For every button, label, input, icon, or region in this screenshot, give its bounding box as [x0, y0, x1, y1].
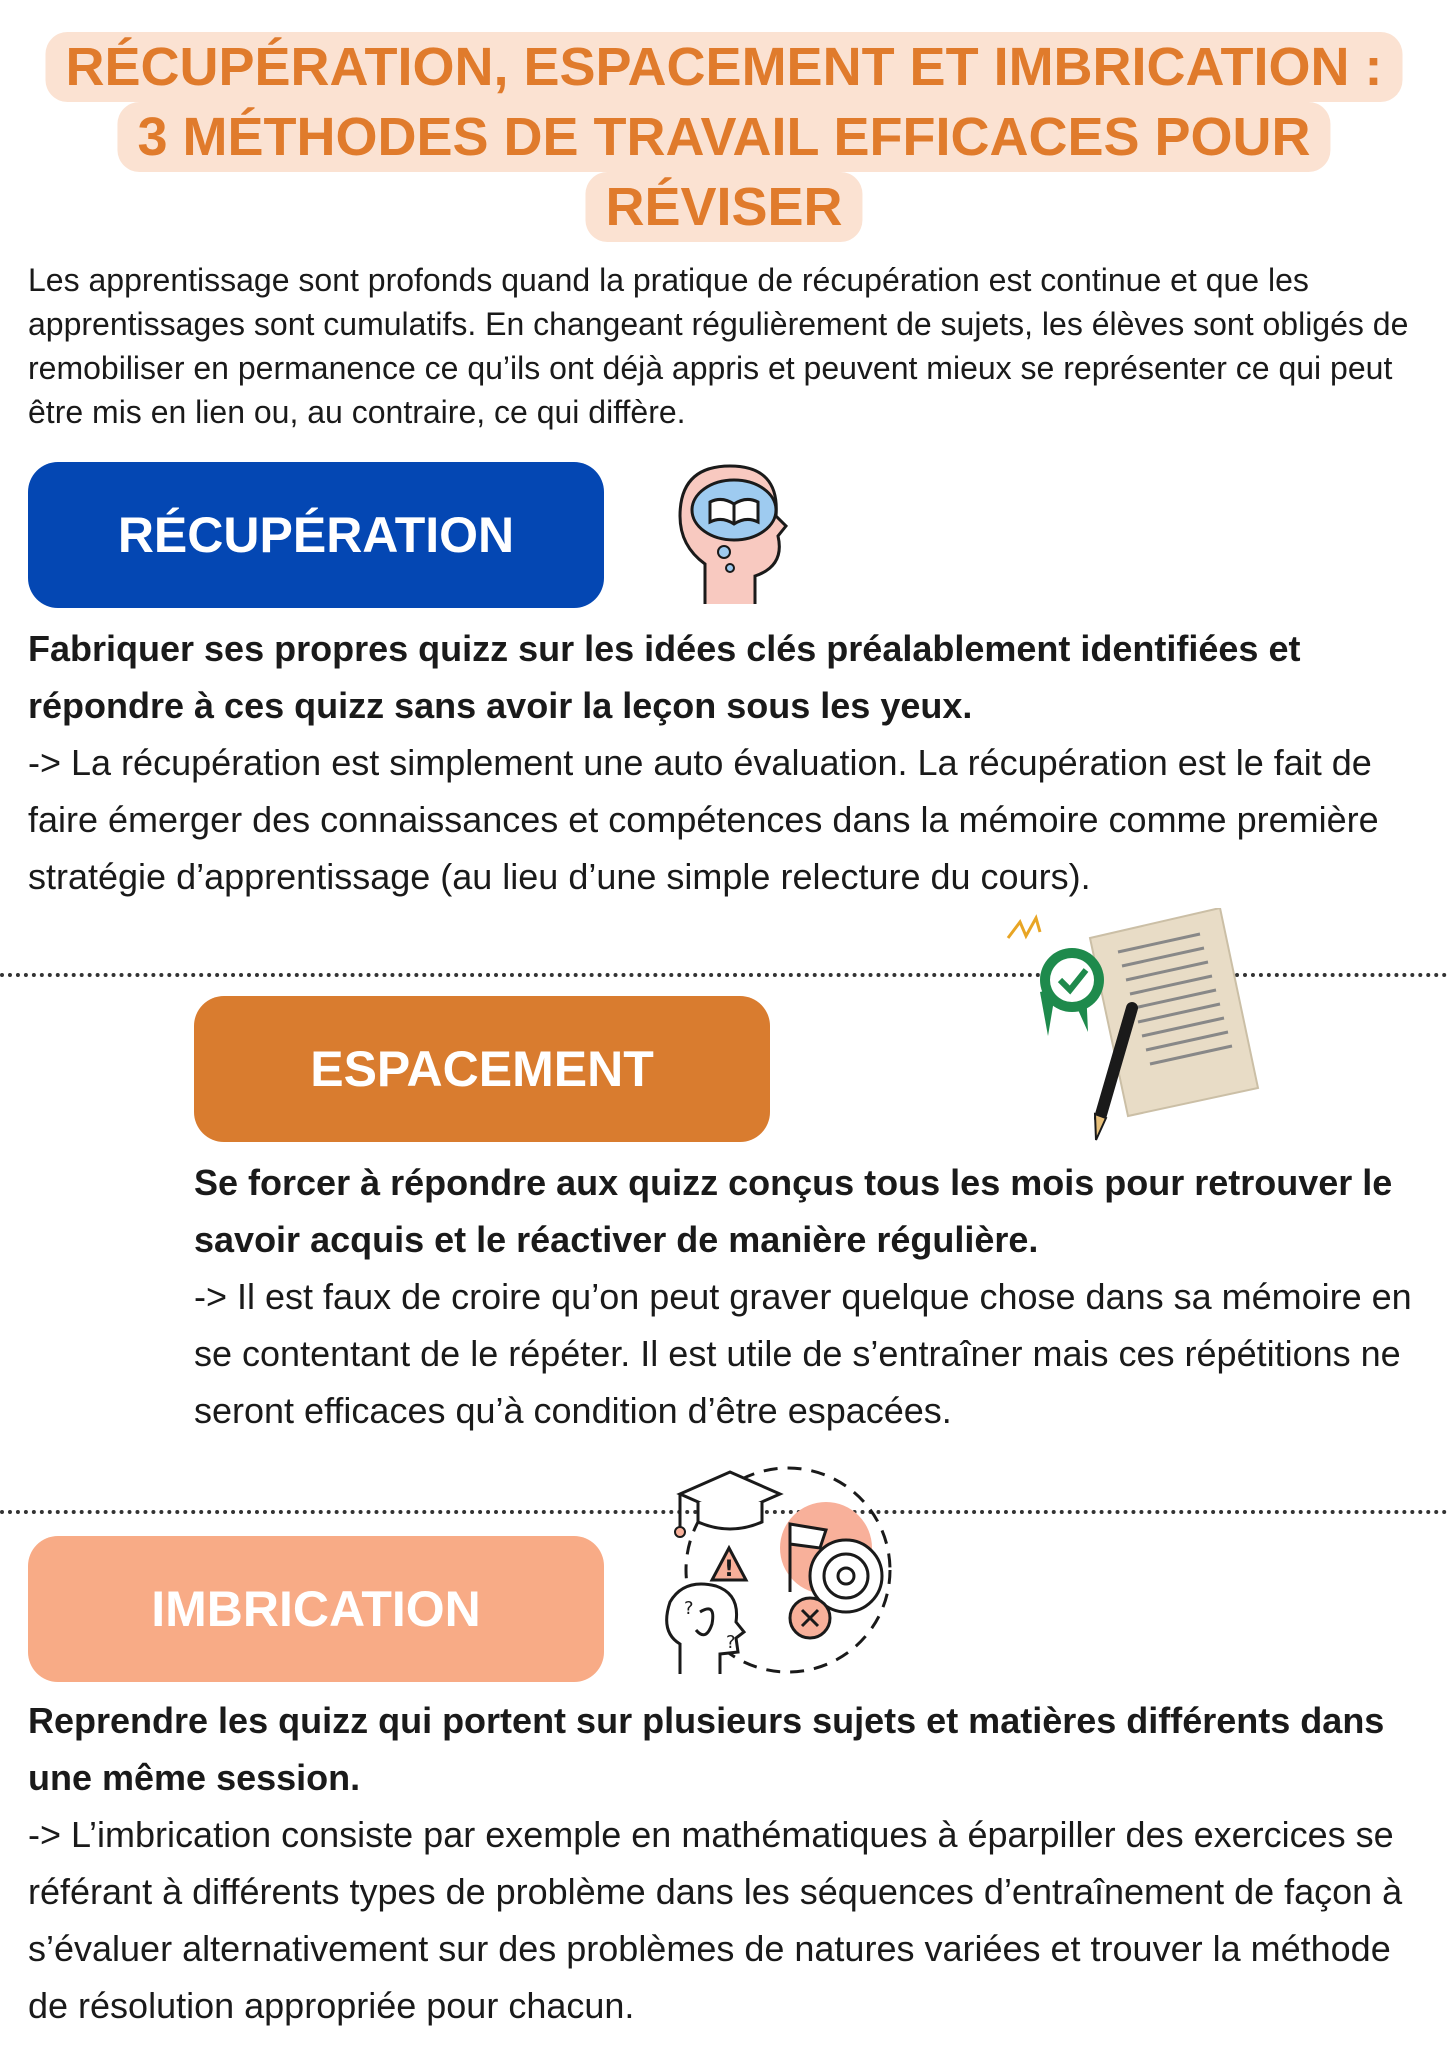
espacement-heading: ESPACEMENT	[194, 996, 770, 1142]
certificate-pen-icon	[1000, 908, 1270, 1148]
title-line-3: RÉVISER	[585, 172, 862, 242]
learning-challenges-icon	[640, 1452, 900, 1692]
espacement-text	[194, 1154, 1434, 1439]
imbrication-text	[28, 1692, 1438, 2034]
svg-text:?: ?	[684, 1598, 694, 1619]
imbrication-body: -> L’imbrication consiste par exemple en mathématiques à éparpiller des exercices se référant à différents types de problème dans les séquences d’entraînement de façon à s’évaluer alternativement sur des problèmes de natures variées et trouver la méthode de résolution appropriée pour chacun.	[28, 1814, 1403, 2026]
brain-book-icon	[660, 456, 800, 616]
recuperation-body: -> La récupération est simplement une auto évaluation. La récupération est le fait de faire émerger des connaissances et compétences dans la mémoire comme première stratégie d’apprentissage (au lieu d’une simple relecture du cours).	[28, 742, 1379, 897]
espacement-body: -> Il est faux de croire qu’on peut graver quelque chose dans sa mémoire en se contentant de le répéter. Il est utile de s’entraîner mais ces répétitions ne seront efficaces qu’à condition d’être espacées.	[194, 1276, 1412, 1431]
svg-text:?: ?	[726, 1632, 736, 1653]
svg-text:!: !	[723, 1557, 735, 1582]
recuperation-text	[28, 620, 1428, 905]
title-line-1: RÉCUPÉRATION, ESPACEMENT ET IMBRICATION :	[45, 32, 1402, 102]
title-line-2: 3 MÉTHODES DE TRAVAIL EFFICACES POUR	[117, 102, 1330, 172]
intro-paragraph: Les apprentissage sont profonds quand la pratique de récupération est continue et que les apprentissages sont cumulatifs. En changeant régulièrement de sujets, les élèves sont obligés de remobiliser en permanence ce qu’ils ont déjà appris et peuvent mieux se représenter ce qui peut être mis en lien ou, au contraire, ce qui diffère.	[28, 262, 1409, 430]
recuperation-lead: Fabriquer ses propres quizz sur les idées clés préalablement identifiées et répondre à ces quizz sans avoir la leçon sous les yeux.	[28, 628, 1301, 726]
espacement-lead: Se forcer à répondre aux quizz conçus tous les mois pour retrouver le savoir acquis et le réactiver de manière régulière.	[194, 1162, 1393, 1260]
imbrication-heading: IMBRICATION	[28, 1536, 604, 1682]
imbrication-lead: Reprendre les quizz qui portent sur plusieurs sujets et matières différents dans une même session.	[28, 1700, 1385, 1798]
recuperation-heading: RÉCUPÉRATION	[28, 462, 604, 608]
